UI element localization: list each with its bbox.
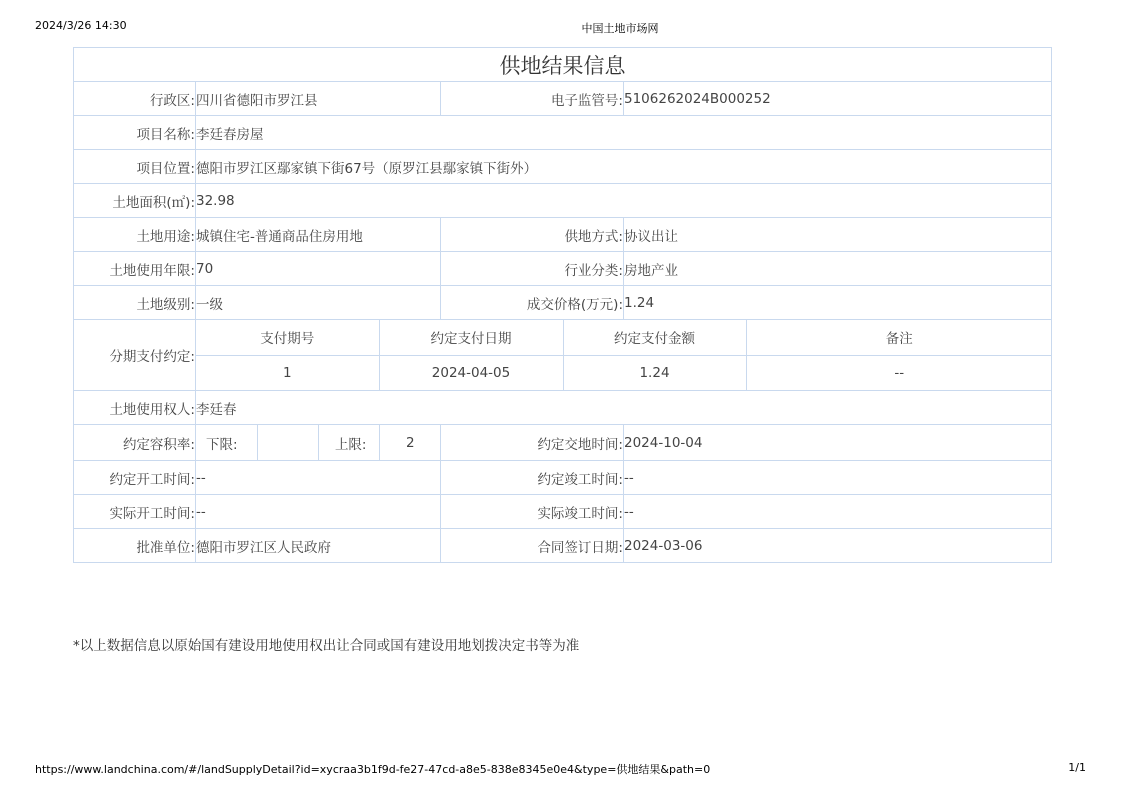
project-name-label: 项目名称: — [74, 116, 196, 150]
actual-start-label: 实际开工时间: — [74, 495, 196, 529]
holder-label: 土地使用权人: — [74, 391, 196, 425]
installment-cell — [196, 320, 1052, 391]
land-supply-result-table — [73, 47, 1052, 563]
far-table — [196, 425, 441, 460]
far-upper-value: 2 — [379, 425, 441, 460]
print-datetime: 2024/3/26 14:30 — [35, 19, 127, 32]
installment-header: 约定支付日期 — [379, 320, 563, 355]
area-value: 32.98 — [196, 184, 1052, 218]
page-title: 供地结果信息 — [74, 48, 1052, 82]
print-page-number: 1/1 — [1068, 761, 1086, 774]
installment-remark: -- — [746, 355, 1052, 390]
supply-method-value: 协议出让 — [624, 218, 1052, 252]
industry-label: 行业分类: — [441, 252, 624, 286]
location-value: 德阳市罗江区鄢家镇下街67号（原罗江县鄢家镇下街外） — [196, 150, 1052, 184]
installment-period: 1 — [196, 355, 379, 390]
usage-label: 土地用途: — [74, 218, 196, 252]
contract-date-label: 合同签订日期: — [441, 529, 624, 563]
installment-header: 约定支付金额 — [563, 320, 746, 355]
supervision-no-value: 5106262024B000252 — [624, 82, 1052, 116]
print-url: https://www.landchina.com/#/landSupplyDetail?id=xycraa3b1f9d-fe27-47cd-a8e5-838e8345e0e4&type=供地结果&path=0 — [35, 763, 711, 776]
installment-amount: 1.24 — [563, 355, 746, 390]
installment-header: 备注 — [746, 320, 1052, 355]
installment-date: 2024-04-05 — [379, 355, 563, 390]
supervision-no-label: 电子监管号: — [441, 82, 624, 116]
far-cell — [196, 425, 441, 461]
area-label: 土地面积(㎡): — [74, 184, 196, 218]
print-site-title: 中国土地市场网 — [581, 22, 659, 35]
supply-method-label: 供地方式: — [441, 218, 624, 252]
plan-finish-label: 约定竣工时间: — [441, 461, 624, 495]
term-label: 土地使用年限: — [74, 252, 196, 286]
installment-header: 支付期号 — [196, 320, 379, 355]
industry-value: 房地产业 — [624, 252, 1052, 286]
far-label: 约定容积率: — [74, 425, 196, 461]
plan-start-label: 约定开工时间: — [74, 461, 196, 495]
price-value: 1.24 — [624, 286, 1052, 320]
installment-row — [196, 355, 1052, 390]
grade-label: 土地级别: — [74, 286, 196, 320]
installment-label: 分期支付约定: — [74, 320, 196, 391]
actual-start-value: -- — [196, 495, 441, 529]
plan-finish-value: -- — [624, 461, 1052, 495]
far-lower-value — [257, 425, 318, 460]
price-label: 成交价格(万元): — [441, 286, 624, 320]
far-upper-label: 上限: — [318, 425, 379, 460]
delivery-value: 2024-10-04 — [624, 425, 1052, 461]
district-label: 行政区: — [74, 82, 196, 116]
usage-value: 城镇住宅-普通商品住房用地 — [196, 218, 441, 252]
delivery-label: 约定交地时间: — [441, 425, 624, 461]
actual-finish-value: -- — [624, 495, 1052, 529]
approver-value: 德阳市罗江区人民政府 — [196, 529, 441, 563]
plan-start-value: -- — [196, 461, 441, 495]
contract-date-value: 2024-03-06 — [624, 529, 1052, 563]
approver-label: 批准单位: — [74, 529, 196, 563]
term-value: 70 — [196, 252, 441, 286]
far-lower-label: 下限: — [196, 425, 257, 460]
installment-table — [196, 320, 1052, 390]
district-value: 四川省德阳市罗江县 — [196, 82, 441, 116]
location-label: 项目位置: — [74, 150, 196, 184]
project-name-value: 李廷春房屋 — [196, 116, 1052, 150]
holder-value: 李廷春 — [196, 391, 1052, 425]
disclaimer-note: *以上数据信息以原始国有建设用地使用权出让合同或国有建设用地划拨决定书等为准 — [73, 638, 580, 654]
actual-finish-label: 实际竣工时间: — [441, 495, 624, 529]
grade-value: 一级 — [196, 286, 441, 320]
